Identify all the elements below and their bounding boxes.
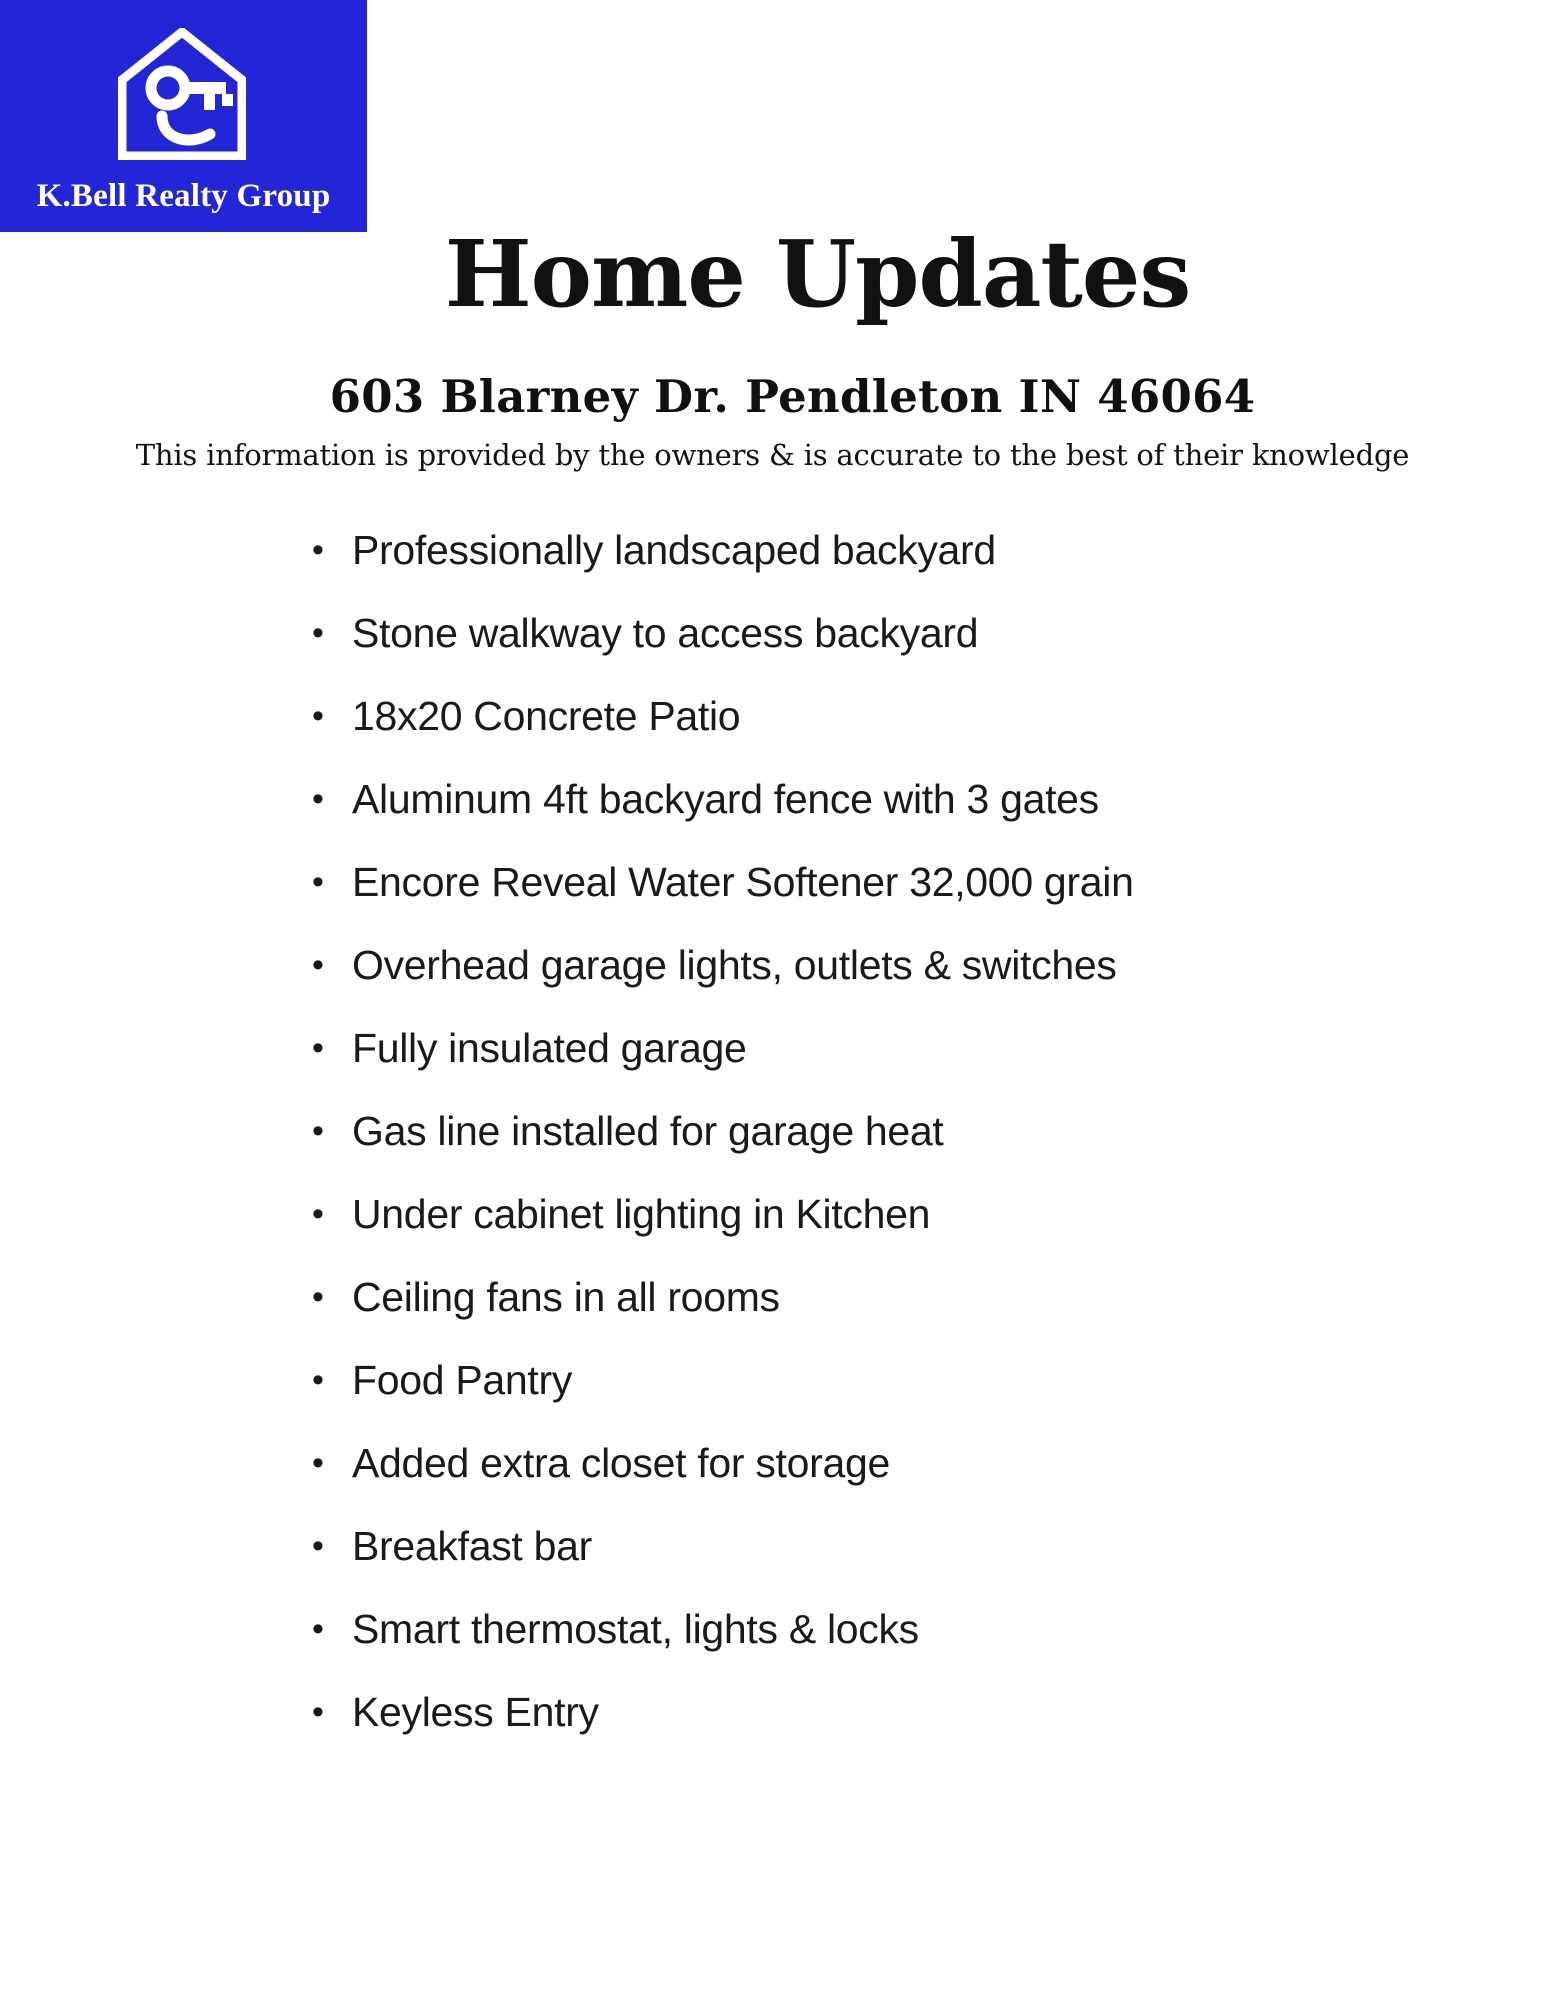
list-item: • Food Pantry xyxy=(300,1346,1400,1415)
list-item: • Overhead garage lights, outlets & switches xyxy=(300,931,1400,1000)
page-title: Home Updates xyxy=(444,220,1191,328)
brand-name: K.Bell Realty Group xyxy=(36,178,331,214)
home-updates-list xyxy=(300,516,1400,1761)
list-item: • Under cabinet lighting in Kitchen xyxy=(300,1180,1400,1249)
list-item: • Fully insulated garage xyxy=(300,1014,1400,1083)
list-item: • Aluminum 4ft backyard fence with 3 gates xyxy=(300,765,1400,834)
list-item: • Ceiling fans in all rooms xyxy=(300,1263,1400,1332)
brand-logo-block xyxy=(0,0,367,232)
list-item: • Gas line installed for garage heat xyxy=(300,1097,1400,1166)
list-item: • 18x20 Concrete Patio xyxy=(300,682,1400,751)
list-item: • Stone walkway to access backyard xyxy=(300,599,1400,668)
list-item: • Encore Reveal Water Softener 32,000 grain xyxy=(300,848,1400,917)
list-item: • Smart thermostat, lights & locks xyxy=(300,1595,1400,1664)
disclaimer-text: This information is provided by the owners & is accurate to the best of their knowledge xyxy=(135,438,1410,472)
list-item: • Added extra closet for storage xyxy=(300,1429,1400,1498)
house-with-key-icon xyxy=(118,28,246,160)
property-address: 603 Blarney Dr. Pendleton IN 46064 xyxy=(329,370,1256,423)
list-item: • Breakfast bar xyxy=(300,1512,1400,1581)
list-item: • Professionally landscaped backyard xyxy=(300,516,1400,585)
list-item: • Keyless Entry xyxy=(300,1678,1400,1747)
